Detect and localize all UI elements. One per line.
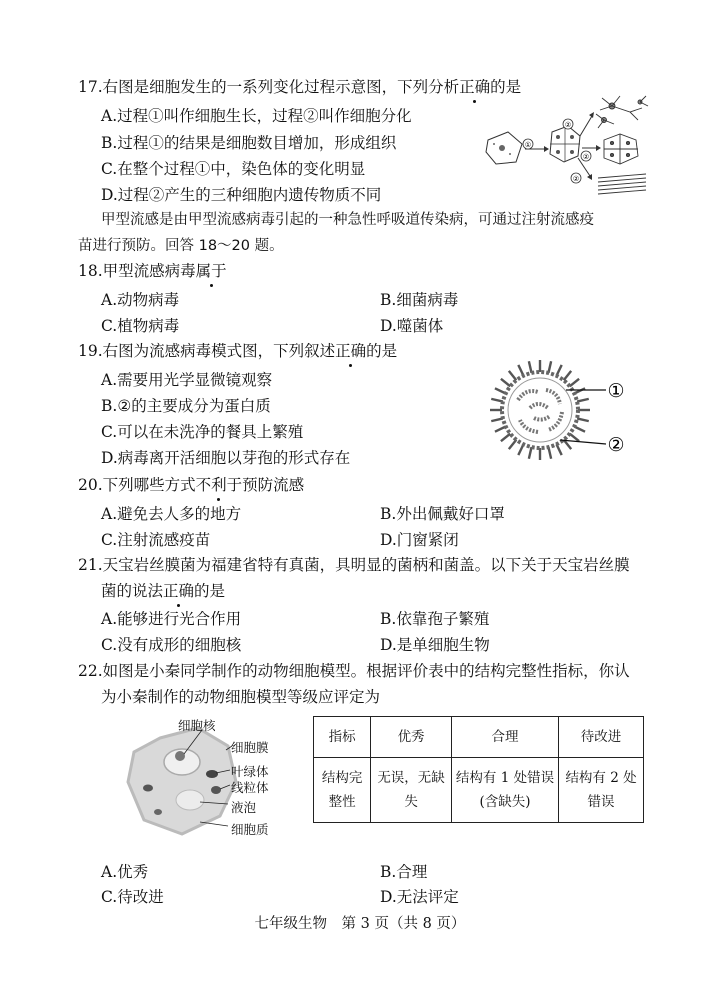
virus-spike — [564, 371, 571, 380]
q17-option-b[interactable]: B.过程①的结果是细胞数目增加，形成组织 — [101, 134, 397, 152]
cell-label-vacuole: 液泡 — [231, 800, 257, 815]
cell-development-figure — [480, 92, 650, 212]
q17-option-a[interactable]: A.过程①叫作细胞生长，过程②叫作细胞分化 — [101, 107, 412, 125]
q19-emphasis: 正确 — [335, 342, 367, 360]
virus-spike — [501, 434, 510, 441]
page-footer: 七年级生物 第 3 页（共 8 页） — [254, 916, 466, 932]
arrow-label-2b: ② — [582, 153, 590, 161]
table-cell: 无误，无缺失 — [371, 758, 452, 823]
q20-option-b[interactable]: B.外出佩戴好口罩 — [380, 505, 505, 523]
virus-spike — [577, 418, 589, 421]
nerve-cells — [596, 96, 648, 128]
cell-label-mitochondria: 线粒体 — [231, 780, 269, 795]
q18-option-b[interactable]: B.细菌病毒 — [380, 291, 459, 309]
q19-option-c[interactable]: C.可以在未洗净的餐具上繁殖 — [101, 423, 304, 441]
virus-spike — [509, 371, 516, 380]
q22-stem-line-2: 为小秦制作的动物细胞模型等级应评定为 — [101, 688, 381, 706]
epithelial-cells — [604, 134, 638, 164]
q21-emphasis: 正确 — [163, 582, 195, 600]
q17-option-c[interactable]: C.在整个过程①中，染色体的变化明显 — [101, 160, 366, 178]
arrow-label-2c: ② — [572, 175, 580, 183]
q21-stem-line-2: 菌的说法正确的是 — [101, 582, 226, 600]
muscle-cells — [598, 174, 646, 194]
virus-envelope — [502, 372, 578, 448]
cell-label-nucleus: 细胞核 — [178, 718, 216, 733]
q17-emphasis: 正确 — [459, 78, 491, 96]
arrow-label-1: ① — [524, 141, 532, 149]
q20-emphasis: 不利于 — [195, 476, 243, 494]
q18-stem: 18.甲型流感病毒属于 — [78, 262, 227, 280]
q20-option-a[interactable]: A.避免去人多的地方 — [101, 505, 242, 523]
q19-option-b[interactable]: B.②的主要成分为蛋白质 — [101, 397, 271, 415]
virus-spike — [529, 447, 532, 459]
cell-label-membrane: 细胞膜 — [231, 740, 269, 755]
context-line-1: 甲型流感是由甲型流感病毒引起的一种急性呼吸道传染病，可通过注射流感疫 — [101, 212, 594, 228]
cell-label-cytoplasm: 细胞质 — [231, 822, 269, 837]
q22-option-a[interactable]: A.优秀 — [101, 863, 149, 881]
influenza-virus-figure — [478, 352, 638, 470]
q18-option-d[interactable]: D.噬菌体 — [380, 317, 444, 335]
q21-option-b[interactable]: B.依靠孢子繁殖 — [380, 610, 490, 628]
context-line-2: 苗进行预防。回答 18～20 题。 — [78, 238, 284, 254]
table-header: 合理 — [451, 717, 558, 758]
q20-stem: 20.下列哪些方式不利于预防流感 — [78, 476, 305, 494]
q21-option-a[interactable]: A.能够进行光合作用 — [101, 610, 242, 628]
q20-option-d[interactable]: D.门窗紧闭 — [380, 531, 459, 549]
virus-label-1: ① — [607, 380, 625, 402]
q18-emphasis: 属于 — [195, 262, 227, 280]
q18-option-c[interactable]: C.植物病毒 — [101, 317, 180, 335]
q17-stem: 17.右图是细胞发生的一系列变化过程示意图，下列分析正确的是 — [78, 78, 522, 96]
arrow-label-2a: ② — [564, 121, 572, 129]
cell-label-chloroplast: 叶绿体 — [231, 764, 269, 779]
virus-spike — [577, 399, 589, 402]
table-header: 优秀 — [371, 717, 452, 758]
table-cell: 结构有 1 处错误(含缺失) — [451, 758, 558, 823]
q22-option-d[interactable]: D.无法评定 — [380, 888, 459, 906]
q18-option-a[interactable]: A.动物病毒 — [101, 291, 180, 309]
q21-option-c[interactable]: C.没有成形的细胞核 — [101, 636, 242, 654]
table-cell: 结构有 2 处错误 — [559, 758, 644, 823]
animal-cell-model-figure — [120, 716, 300, 846]
q19-stem: 19.右图为流感病毒模式图，下列叙述正确的是 — [78, 342, 398, 360]
table-header: 待改进 — [559, 717, 644, 758]
q22-option-b[interactable]: B.合理 — [380, 863, 428, 881]
q19-option-a[interactable]: A.需要用光学显微镜观察 — [101, 371, 273, 389]
q19-option-d[interactable]: D.病毒离开活细胞以芽孢的形式存在 — [101, 449, 351, 467]
virus-label-2: ② — [607, 434, 625, 456]
table-header: 指标 — [314, 717, 371, 758]
q17-option-d[interactable]: D.过程②产生的三种细胞内遗传物质不同 — [101, 186, 382, 204]
q22-stem-line-1: 22.如图是小秦同学制作的动物细胞模型。根据评价表中的结构完整性指标，你认 — [78, 662, 630, 680]
virus-spike — [501, 379, 510, 386]
table-row — [314, 758, 644, 823]
q21-stem-line-1: 21.天宝岩丝膜菌为福建省特有真菌，具明显的菌柄和菌盖。以下关于天宝岩丝膜 — [78, 556, 630, 574]
vacuole-shape — [176, 790, 204, 810]
q20-option-c[interactable]: C.注射流感疫苗 — [101, 531, 211, 549]
cell-membrane-shape — [128, 728, 236, 834]
q21-option-d[interactable]: D.是单细胞生物 — [380, 636, 490, 654]
chloroplast-shape — [206, 770, 218, 778]
evaluation-table — [313, 716, 644, 823]
mitochondria-shape — [211, 786, 221, 794]
table-header-row — [314, 717, 644, 758]
table-cell: 结构完整性 — [314, 758, 371, 823]
q22-option-c[interactable]: C.待改进 — [101, 888, 164, 906]
